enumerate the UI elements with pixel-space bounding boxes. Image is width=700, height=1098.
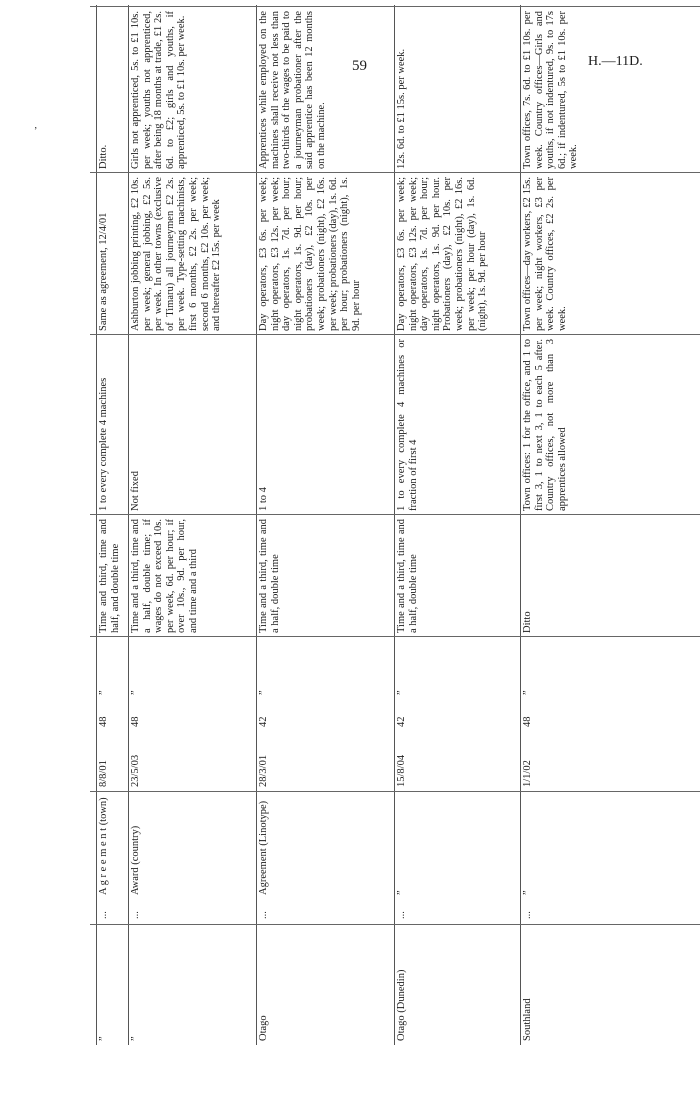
wages: Town offices—day workers, £2 15s. per week; night workers, £3 per week. Country offices, £2 2s. per week. bbox=[522, 177, 568, 331]
table-row bbox=[396, 5, 518, 1045]
column-rule bbox=[256, 5, 257, 1045]
column-rule bbox=[520, 5, 521, 1045]
district: ” bbox=[98, 1036, 109, 1041]
female-wages: 12s. 6d. to £1 15s. per week. bbox=[396, 48, 407, 169]
overtime: Time and a third, time and a half, double time; if wages do not exceed 10s. per week, 6d. per hour; if over 10s., 9d. per hour, and time and a third bbox=[130, 519, 199, 633]
hours: 48 bbox=[522, 716, 533, 727]
district: Otago (Dunedin) bbox=[396, 969, 407, 1041]
page-number: 59 bbox=[352, 58, 367, 74]
apprentice-proportion: Not fixed bbox=[130, 471, 141, 511]
hours: 48 bbox=[130, 716, 141, 727]
dots: ” bbox=[258, 690, 269, 695]
dots: ” bbox=[522, 690, 533, 695]
female-wages: Apprentices while employed on the machines shall receive not less than two-thirds of the wages to be paid to a journeyman probationer after the said apprentice has been 12 months on the machine. bbox=[258, 11, 327, 169]
wages: Ashburton jobbing printing, £2 10s. per week; general jobbing, £2 5s. per week. In other towns (exclusive of Timaru) all journeymen £2 2s. per week. Type-setting machinists, first 6 months, £2 2s. per week; second 6 months, £2 10s. per week; and thereafter £2 15s. per week bbox=[130, 177, 223, 331]
dots: ” bbox=[98, 690, 109, 695]
female-wages: Ditto. bbox=[98, 144, 109, 169]
margin-mark: ’ bbox=[34, 126, 38, 137]
dots: ... bbox=[396, 911, 407, 919]
instrument: A g r e e m e n t (town) bbox=[98, 797, 109, 895]
apprentice-proportion: 1 to 4 bbox=[258, 487, 269, 511]
table-row bbox=[130, 5, 254, 1045]
dots: ... bbox=[98, 911, 109, 919]
date: 1/1/02 bbox=[522, 760, 533, 787]
table-row bbox=[258, 5, 392, 1045]
column-rule bbox=[96, 5, 97, 1045]
date: 8/8/01 bbox=[98, 760, 109, 787]
date: 23/5/03 bbox=[130, 754, 141, 787]
column-rule bbox=[128, 5, 129, 1045]
dots: ” bbox=[130, 690, 141, 695]
overtime: Time and a third, time and a half, double time bbox=[396, 519, 419, 633]
overtime: Time and third, time and half, and double time bbox=[98, 519, 121, 633]
hours: 48 bbox=[98, 716, 109, 727]
dots: ” bbox=[396, 690, 407, 695]
apprentice-proportion: 1 to every complete 4 machines bbox=[98, 377, 109, 511]
apprentice-proportion: Town offices: 1 for the office, and 1 to first 3, 1 to next 3, 1 to each 5 after. Country offices, not more than 3 apprentices allowed bbox=[522, 339, 568, 511]
apprentice-proportion: 1 to every complete 4 machines or fraction of first 4 bbox=[396, 339, 419, 511]
hours: 42 bbox=[258, 716, 269, 727]
overtime: Ditto bbox=[522, 611, 533, 633]
wages: Day operators, £3 6s. per week; night operators, £3 12s. per week; day operators, 1s. 7d. per hour; night operators, 1s. 9d. per hour. Probationers (day), £2 10s. per week; probationers (night), £2 16s. per week; per hour (day), 1s. 6d. (night), 1s. 9d. per hour bbox=[396, 177, 489, 331]
female-wages: Girls not apprenticed, 5s. to £1 10s. per week; youths not apprenticed, after being 18 months at trade, £1 2s. 6d. to £2; girls and youths, if apprenticed, 5s. to £1 10s. per week. bbox=[130, 11, 188, 169]
overtime: Time and a third, time and a half, double time bbox=[258, 519, 281, 633]
dots: ... bbox=[522, 911, 533, 919]
hours: 42 bbox=[396, 716, 407, 727]
instrument: ” bbox=[522, 890, 533, 895]
wages: Same as agreement, 12/4/01 bbox=[98, 212, 109, 331]
district: ” bbox=[130, 1036, 141, 1041]
document-reference: H.—11D. bbox=[588, 54, 643, 69]
column-rule bbox=[394, 5, 395, 1045]
table-row bbox=[98, 5, 126, 1045]
dots: ... bbox=[130, 911, 141, 919]
female-wages: Town offices, 7s. 6d. to £1 10s. per week. Country offices—Girls and youths, if not indentured, 9s. to 17s 6d.; if indentured, 5s to £1 10s. per week. bbox=[522, 11, 580, 169]
instrument: Award (country) bbox=[130, 825, 141, 895]
instrument: Agreement (Linotype) bbox=[258, 800, 269, 895]
table-row bbox=[522, 5, 700, 1045]
wages: Day operators, £3 6s. per week; night operators, £3 12s. per week; day operators, 1s. 7d. per hour; night operators, 1s. 9d. per hour; probationers (day), £2 10s. per week; probationers (night), £2 16s. per week; probationers (day), 1s. 6d. per hour; probationers (night), 1s. 9d. per hour bbox=[258, 177, 362, 331]
dots: ... bbox=[258, 911, 269, 919]
date: 28/3/01 bbox=[258, 754, 269, 787]
district: Otago bbox=[258, 1015, 269, 1041]
district: Southland bbox=[522, 998, 533, 1041]
date: 15/8/04 bbox=[396, 754, 407, 787]
instrument: ” bbox=[396, 890, 407, 895]
wages-table bbox=[90, 5, 700, 1045]
